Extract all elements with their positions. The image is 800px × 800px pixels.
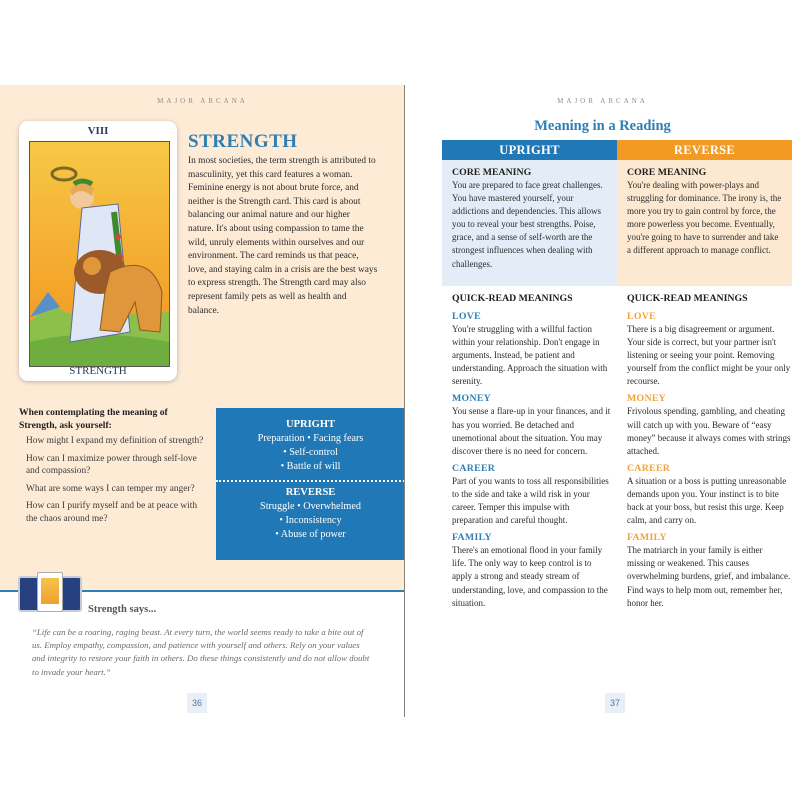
reflection-questions xyxy=(26,435,206,530)
topic-money: MONEY xyxy=(627,393,667,405)
topic-text: You sense a flare-up in your finances, and it has you worried. Be detached and unemotional about the situation. You may discover there is no need for concern. xyxy=(452,406,611,456)
section-title: Meaning in a Reading xyxy=(534,118,671,134)
topic-text: Frivolous spending, gambling, and cheating will catch up with you. Beware of “easy money” because it always comes with strings attached. xyxy=(627,406,791,456)
upright-core-meaning xyxy=(442,160,617,286)
card-numeral: VIII xyxy=(87,125,109,137)
reflection-question: How can I purify myself and be at peace with the chaos around me? xyxy=(26,501,198,524)
keywords-upright-label: UPRIGHT xyxy=(285,419,335,430)
reverse-core-meaning xyxy=(617,160,792,286)
topic-love: LOVE xyxy=(627,311,656,322)
core-meaning-heading: CORE MEANING xyxy=(452,167,532,178)
keyword-line: Preparation • Facing fears xyxy=(257,433,364,444)
keywords-reverse-list xyxy=(216,500,405,542)
topic-family: FAMILY xyxy=(627,532,667,544)
topic-text: The matriarch in your family is either missing or weakened. This causes overwhelming burdens, grief, and imbalance. Find ways to help mom out, remember her, honor her. xyxy=(627,545,791,608)
topic-family: FAMILY xyxy=(452,532,492,544)
keywords-box xyxy=(216,408,405,560)
page-number: 36 xyxy=(187,693,207,713)
core-meaning-text: You are prepared to face great challenges. You have mastered yourself, your addictions and dependencies. This allows you to reveal your best strengths. Poise, grace, and a sense of self-worth are the strongest influences when dealing with challenges. xyxy=(452,180,603,269)
says-heading: Strength says... xyxy=(88,604,157,615)
running-head: MAJOR ARCANA xyxy=(157,97,248,105)
keywords-reverse-label: REVERSE xyxy=(285,487,336,498)
reverse-column-header: REVERSE xyxy=(617,140,792,160)
reflection-heading: When contemplating the meaning of Strength, ask yourself: xyxy=(19,407,168,431)
left-page xyxy=(0,85,405,717)
topic-love: LOVE xyxy=(452,311,481,322)
card-name: STRENGTH xyxy=(69,365,127,377)
page-number: 37 xyxy=(605,693,625,713)
keyword-line: Struggle • Overwhelmed xyxy=(260,501,361,512)
dotted-divider xyxy=(216,480,405,482)
intro-paragraph: In most societies, the term strength is attributed to masculinity, yet this card features a woman. Feminine energy is not about brute force, and neither is the Strength card. This card is about balancing our animal nature and our higher nature. It's about using compassion to tame the wild, unruly elements within ourselves and our environment. The card reminds us that peace, love, and staying calm in a crisis are the best ways to express strength. The Strength card may also represent family pets as well as health and balance. xyxy=(188,156,378,316)
right-page xyxy=(405,85,800,717)
book-spread xyxy=(0,85,800,717)
card-title: STRENGTH xyxy=(188,131,298,152)
reflection-question: How can I maximize power through self-love and compassion? xyxy=(26,453,197,476)
keyword-line: • Abuse of power xyxy=(275,529,346,540)
core-meaning-text: You're dealing with power-plays and struggling for dominance. The irony is, the more you try to gain control by force, the more powerless you become. Eventually, you're going to have to surrender and take a different approach to manage conflict. xyxy=(627,180,782,256)
card-front-icon xyxy=(37,572,63,612)
keyword-line: • Self-control xyxy=(283,447,338,458)
topic-text: You're struggling with a willful faction within your relationship. Don't engage in arguments. Instead, be patient and understanding. Approach the situation with serenity. xyxy=(452,324,608,387)
topic-text: A situation or a boss is putting unreasonable demands upon you. Your instinct is to bite back at your boss, but resist this urge. Keep calm, and carry on. xyxy=(627,475,787,526)
card-illustration xyxy=(29,141,170,367)
keywords-upright-list xyxy=(216,432,405,474)
topic-money: MONEY xyxy=(452,393,492,405)
reverse-quick-read xyxy=(627,292,792,615)
quick-read-heading: QUICK-READ MEANINGS xyxy=(452,293,573,304)
upright-column-header: UPRIGHT xyxy=(442,140,617,160)
quick-read-heading: QUICK-READ MEANINGS xyxy=(627,293,748,304)
core-meaning-heading: CORE MEANING xyxy=(627,167,707,178)
topic-text: Part of you wants to toss all responsibilities to the side and take a wild risk in your career. Temper this impulse with preparation and careful thought. xyxy=(452,475,609,526)
topic-text: There's an emotional flood in your family life. The only way to keep control is to apply a strong and steady stream of understanding, love, and compassion to the situation. xyxy=(452,545,608,608)
reflection-question: How might I expand my definition of strength? xyxy=(26,436,204,446)
keyword-line: • Battle of will xyxy=(280,461,341,472)
reflection-question: What are some ways I can temper my anger? xyxy=(26,483,195,494)
upright-quick-read xyxy=(452,292,612,615)
tarot-card-strength xyxy=(19,121,177,381)
running-head: MAJOR ARCANA xyxy=(557,97,648,105)
topic-career: CAREER xyxy=(627,462,671,474)
says-quote: “Life can be a roaring, raging beast. At every turn, the world seems ready to take a bite out of us. Employ empathy, compassion, and patience with yourself and others. Rely on your values and integrity to restore your faith in others. Do these things consistently and do not allow doubt to invade your heart.” xyxy=(32,627,370,677)
topic-career: CAREER xyxy=(452,462,496,474)
topic-text: There is a big disagreement or argument. Your side is correct, but your partner isn't listening or seeing your point. Removing yourself from the conflict might be your only recourse. xyxy=(627,324,791,387)
tarot-cards-icon xyxy=(18,572,82,610)
woman-and-lion-illustration xyxy=(30,142,169,366)
keyword-line: • Inconsistency xyxy=(279,515,342,526)
